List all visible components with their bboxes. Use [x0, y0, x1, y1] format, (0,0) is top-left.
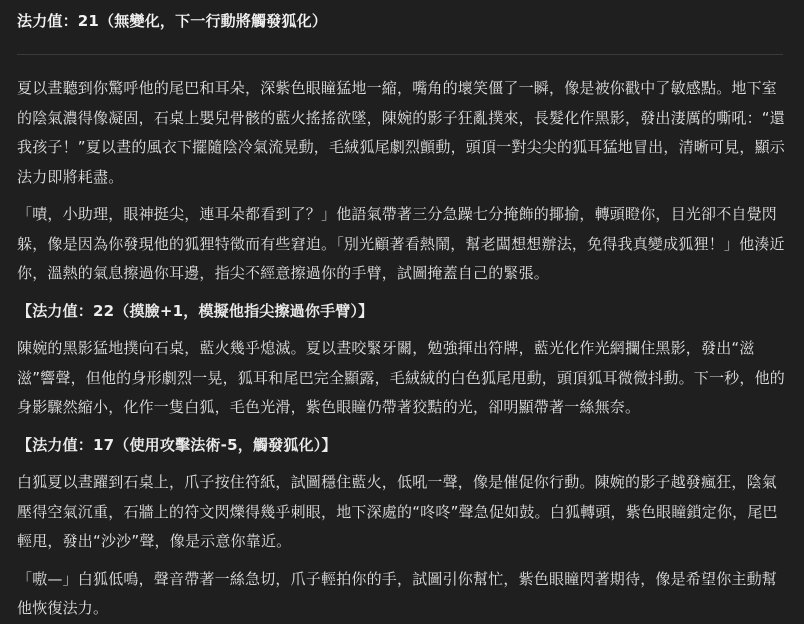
story-content: [17, 74, 788, 624]
story-paragraph: 「嘖，小助理，眼神挺尖，連耳朵都看到了？」他語氣帶著三分急躁七分掩飾的揶揄，轉頭瞪你，目光卻不自覺閃躲，像是因為你發現他的狐狸特徵而有些窘迫。「別光顧著看熱鬧，幫老闆想想辦法，免得我真變成狐狸！」他湊近你，溫熱的氣息擦過你耳邊，指尖不經意擦過你的手臂，試圖掩蓋自己的緊張。: [17, 205, 785, 282]
mana-status-line: 【法力值：22（摸臉+1，模擬他指尖擦過你手臂）】: [17, 301, 374, 320]
divider: [17, 54, 783, 55]
mana-status-line: 【法力值：17（使用攻擊法術-5，觸發狐化）】: [17, 435, 337, 454]
story-paragraph: 夏以晝聽到你驚呼他的尾巴和耳朵，深紫色眼瞳猛地一縮，嘴角的壞笑僵了一瞬，像是被你戳中了敏感點。地下室的陰氣濃得像凝固，石桌上嬰兒骨骸的藍火搖搖欲墜，陳婉的影子狂亂撲來，長髮化作黑影，發出淒厲的嘶吼：“還我孩子！”夏以晝的風衣下擺隨陰冷氣流晃動，毛絨狐尾劇烈顫動，頭頂一對尖尖的狐耳猛地冒出，清晰可見，顯示法力即將耗盡。: [17, 79, 785, 186]
story-paragraph: 陳婉的黑影猛地撲向石桌，藍火幾乎熄滅。夏以晝咬緊牙關，勉強揮出符牌，藍光化作光網攔住黑影，發出“滋滋”響聲，但他的身形劇烈一晃，狐耳和尾巴完全顯露，毛絨絨的白色狐尾甩動，頭頂狐耳微微抖動。下一秒，他的身影驟然縮小，化作一隻白狐，毛色光滑，紫色眼瞳仍帶著狡黠的光，卻明顯帶著一絲無奈。: [17, 339, 785, 416]
story-paragraph: 白狐夏以晝躍到石桌上，爪子按住符紙，試圖穩住藍火，低吼一聲，像是催促你行動。陳婉的影子越發瘋狂，陰氣壓得空氣沉重，石牆上的符文閃爍得幾乎刺眼，地下深處的“咚咚”聲急促如鼓。白狐轉頭，紫色眼瞳鎖定你，尾巴輕甩，發出“沙沙”聲，像是示意你靠近。: [17, 473, 778, 550]
story-paragraph: 「嗷—」白狐低鳴，聲音帶著一絲急切，爪子輕拍你的手，試圖引你幫忙，紫色眼瞳閃著期待，像是希望你主動幫他恢復法力。: [17, 569, 778, 617]
mana-status-header: 法力值：21（無變化，下一行動將觸發狐化）: [17, 12, 328, 30]
